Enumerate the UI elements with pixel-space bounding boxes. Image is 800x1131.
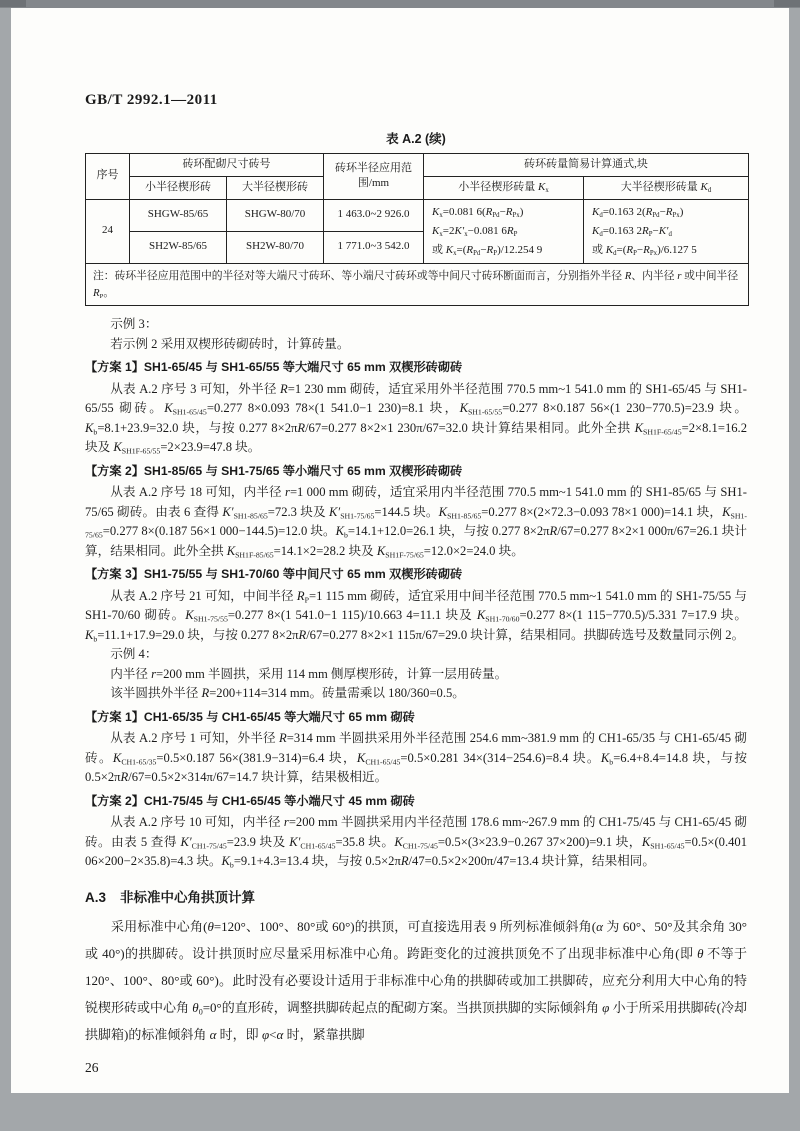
header-kd: 大半径楔形砖量 $K_d$ [584, 176, 749, 199]
section-a3-heading [85, 886, 747, 906]
plan-3-title: 【方案 3】SH1-75/55 与 SH1-70/60 等中间尺寸 65 mm 双楔形砖砌砖 [85, 567, 463, 582]
example-3-intro: 若示例 2 采用双楔形砖砌砖时，计算砖量。 [110, 336, 350, 351]
header-small-wedge: 小半径楔形砖 [130, 176, 227, 199]
kx-formula-line: 或 $K_x=(R_{Pd}-R_P)/12.254$ 9 [432, 243, 543, 257]
cell-radius-range-2: 1 771.0~3 542.0 [324, 231, 424, 263]
kd-formula-line: $K_d=0.163$ $2(R_{Pd}-R_{Px})$ [592, 205, 684, 219]
cell-large-brick-1: SHGW-80/70 [227, 199, 324, 231]
plan-1-title: 【方案 1】SH1-65/45 与 SH1-65/55 等大端尺寸 65 mm 双楔形砖砌砖 [85, 360, 463, 375]
example-3-label: 示例 3： [110, 317, 158, 332]
scan-artifact-top [0, 0, 800, 8]
kx-formula-line: $K_x=0.081$ $6(R_{Pd}-R_{Px})$ [432, 205, 524, 219]
page-content [11, 8, 789, 1048]
header-formula-group: 砖环砖量简易计算通式,块 [424, 154, 749, 177]
table-note: 注：砖环半径应用范围中的半径对等大端尺寸砖环、等小端尺寸砖环或等中间尺寸砖环断面而言，分别指外半径 R、内半径 r 或中间半径 $R_P$。 [86, 263, 749, 305]
section-a3-body: 采用标准中心角(θ=120°、100°、80°或 60°)的拱顶，可直接选用表 9 所列标准倾斜角(α 为 60°、50°及其余角 30°或 40°)的拱脚砖。设计拱顶时应尽量采用标准中心角。跨距变化的过渡拱顶免不了出现非标准中心角(即 θ 不等于 120°、100°、80°或 60°)。此时没有必要设计适用于非标准中心角的拱脚砖或加工拱脚砖，应充分利用大中心角的特锐楔形砖或中心角 $\theta_0=0^\circ$的直形砖，调整拱脚砖起点的配砌方案。当拱顶拱脚的实际倾斜角 φ 小于所采用拱脚砖(冷却拱脚箱)的标准倾斜角 α 时，即 φ<α 时，紧靠拱脚 [85, 918, 747, 1042]
header-kx: 小半径楔形砖量 $K_x$ [424, 176, 584, 199]
cell-small-brick-2: SH2W-85/65 [130, 231, 227, 263]
plan-2-title: 【方案 2】SH1-85/65 与 SH1-75/65 等小端尺寸 65 mm 双楔形砖砌砖 [85, 463, 463, 478]
plan-5-body: 从表 A.2 序号 10 可知，内半径 r=200 mm 半圆拱采用内半径范围 178.6 mm~267.9 mm 的 CH1-75/45 与 CH1-65/45 砌砖。由表 5 查得 $K'_{CH1-75/45}=23.9$ 块及 $K'_{CH1-65/45}=35.8$ 块。$K_{CH1-75/45}=0.5\times(3\times 23.9-0.267$ 37×200)=9.1 块，$K_{SH1-65/45}=0.5\times(0.401$ 06×200−2×35.8)=4.3 块。$K_b=9.1+4.3=13.4$ 块，与按 0.5×2πR/47=0.5×2×200π/47=13.4 块计算，结果相同。 [85, 815, 747, 870]
table-data-row-1 [86, 199, 749, 231]
example-4-label: 示例 4： [110, 647, 158, 662]
table-header-row-1 [86, 154, 749, 177]
table-note-row [86, 263, 749, 305]
plan-5-title: 【方案 2】CH1-75/45 与 CH1-65/45 等小端尺寸 45 mm 砌砖 [85, 793, 415, 808]
doc-code: GB/T 2992.1—2011 [85, 92, 218, 108]
cell-large-brick-2: SH2W-80/70 [227, 231, 324, 263]
plan-1-body: 从表 A.2 序号 3 可知，外半径 R=1 230 mm 砌砖，适宜采用外半径范围 770.5 mm~1 541.0 mm 的 SH1-65/45 与 SH1-65/55 砌砖。$K_{SH1-65/45}=0.277$ 8×0.093 78×(1 541.0−1 230)=8.1 块，$K_{SH1-65/55}=0.277$ 8×0.187 56×(1 230−770.5)=23.9 块。$K_b=8.1+23.9=32.0$ 块，与按 0.277 8×2πR/67=0.277 8×2×1 230π/67=32.0 块计算结果相同。此外全拱 $K_{SH1F-65/45}=2\times 8.1=16.2$ 块及 $K_{SH1F-65/55}=2\times 23.9=47.8$ 块。 [85, 381, 747, 456]
page-number: 26 [85, 1060, 99, 1075]
kd-formula-line: $K_d=0.163$ $2R_P-K'_d$ [592, 224, 672, 238]
header-large-wedge: 大半径楔形砖 [227, 176, 324, 199]
plan-4-title: 【方案 1】CH1-65/35 与 CH1-65/45 等大端尺寸 65 mm 砌砖 [85, 709, 415, 724]
cell-seq: 24 [86, 199, 130, 263]
cell-kd-formulas [584, 199, 749, 263]
cell-small-brick-1: SHGW-85/65 [130, 199, 227, 231]
kd-formula-line: 或 $K_d=(R_P-R_{Px})/6.127$ 5 [592, 243, 697, 257]
example-4-line-2: 该半圆拱外半径 R=200+114=314 mm。砖量需乘以 180/360=0.5。 [110, 686, 465, 701]
section-a3-number: A.3 [85, 889, 107, 905]
document-sheet [11, 8, 789, 1093]
plan-4-body: 从表 A.2 序号 1 可知，外半径 R=314 mm 半圆拱采用外半径范围 254.6 mm~381.9 mm 的 CH1-65/35 与 CH1-65/45 砌砖。$K_{CH1-65/35}=0.5\times 0.187$ 56×(381.9−314)=6.4 块，$K_{CH1-65/45}=0.5\times 0.281$ 34×(314−254.6)=8.4 块。$K_b=6.4+8.4=14.8$ 块，与按 0.5×2πR/67=0.5×2×314π/67=14.7 块计算，结果极相近。 [85, 731, 748, 785]
header-seq: 序号 [86, 154, 130, 200]
header-radius-range: 砖环半径应用范围/mm [324, 154, 424, 200]
plan-3-body: 从表 A.2 序号 21 可知，中间半径 $R_P=1$ 115 mm 砌砖，适宜采用中间半径范围 770.5 mm~1 541.0 mm 的 SH1-75/55 与 SH1-70/60 砌砖。$K_{SH1-75/55}=0.277$ 8×(1 541.0−1 115)/10.663 4=11.1 块及 $K_{SH1-70/60}=0.277$ 8×(1 115−770.5)/5.331 7=17.9 块。$K_b=11.1+17.9=29.0$ 块，与按 0.277 8×2πR/67=0.277 8×2×1 115π/67=29.0 块计算，结果相同。拱脚砖选号及数量同示例 2。 [85, 588, 747, 644]
header-brick-group: 砖环配砌尺寸砖号 [130, 154, 324, 177]
kx-formula-line: $K_x=2K'_x-0.081$ $6R_P$ [432, 224, 518, 238]
body-text [85, 315, 747, 872]
table-a2 [85, 153, 749, 306]
cell-kx-formulas [424, 199, 584, 263]
plan-2-body: 从表 A.2 序号 18 可知，内半径 r=1 000 mm 砌砖，适宜采用内半径范围 770.5 mm~1 541.0 mm 的 SH1-85/65 与 SH1-75/65 砌砖。由表 6 查得 $K'_{SH1-85/65}=72.3$ 块及 $K'_{SH1-75/65}=144.5$ 块。$K_{SH1-85/65}=0.277$ 8×(2×72.3−0.093 78×1 000)=14.1 块，$K_{SH1-75/65}=0.277$ 8×(0.187 56×1 000−144.5)=12.0 块。$K_b=14.1+12.0=26.1$ 块，与按 0.277 8×2πR/67=0.277 8×2×1 000π/67=26.1 块计算，结果相同。此外全拱 $K_{SH1F-85/65}=14.1\times 2=28.2$ 块及 $K_{SH1F-75/65}=12.0\times 2=24.0$ 块。 [85, 485, 747, 560]
section-a3-title: 非标准中心角拱顶计算 [120, 889, 256, 905]
table-caption: 表 A.2 (续) [386, 132, 446, 146]
cell-radius-range-1: 1 463.0~2 926.0 [324, 199, 424, 231]
example-4-line-1: 内半径 r=200 mm 半圆拱，采用 114 mm 侧厚楔形砖，计算一层用砖量。 [110, 666, 508, 681]
scan-artifact-corner-left [0, 0, 26, 7]
scan-artifact-corner-right [774, 0, 800, 7]
